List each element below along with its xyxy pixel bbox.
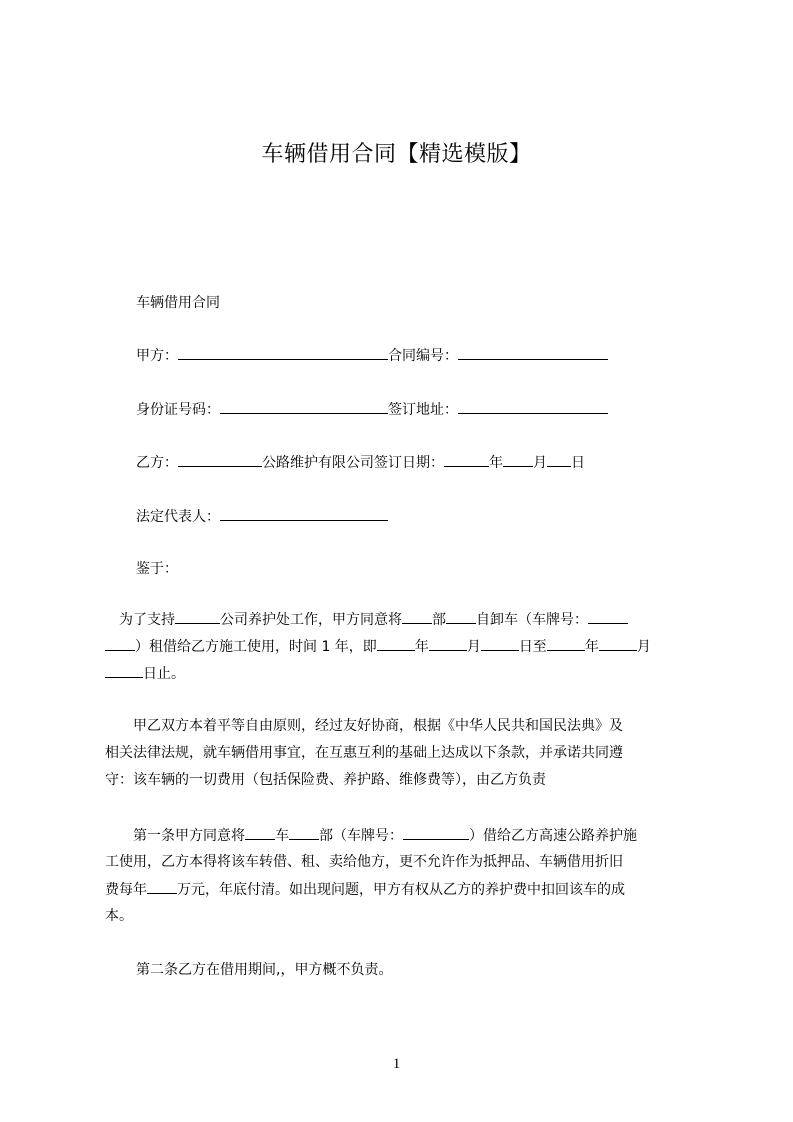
document-title: 车辆借用合同【精选模版】 [261, 142, 532, 167]
text: 日止。 [143, 666, 185, 682]
vehicle-count-blank[interactable] [289, 825, 319, 840]
legal-rep-blank[interactable] [220, 506, 388, 521]
year-label: 年 [489, 455, 503, 471]
party-b-label: 乙方： [136, 455, 178, 471]
text: ）租借给乙方施工使用，时间 1 年，即 [135, 639, 377, 655]
party-b-company: 公路维护有限公司签订日期： [262, 455, 444, 471]
text: 年 [584, 639, 599, 655]
whereas-label: 鉴于： [136, 561, 178, 577]
id-no-blank[interactable] [220, 399, 388, 414]
legal-rep-line [136, 506, 388, 527]
party-a-blank[interactable] [178, 345, 388, 360]
paragraph-lease [105, 609, 700, 690]
sign-year-blank[interactable] [444, 452, 489, 467]
party-b-line [136, 452, 585, 473]
party-a-label: 甲方： [136, 348, 178, 364]
para1-line3 [105, 663, 700, 690]
text: 费每年 [105, 882, 147, 898]
page-number: 1 [392, 1056, 401, 1072]
month-label: 月 [533, 455, 547, 471]
fee-blank[interactable] [147, 879, 177, 894]
article1-line3 [105, 879, 700, 906]
plate-blank[interactable] [588, 609, 628, 624]
sign-month-blank[interactable] [503, 452, 533, 467]
vehicle-blank[interactable] [245, 825, 275, 840]
start-year-blank[interactable] [377, 636, 415, 651]
text: 部（车牌号： [319, 828, 403, 844]
count-blank[interactable] [402, 609, 432, 624]
start-day-blank[interactable] [481, 636, 519, 651]
end-year-blank[interactable] [547, 636, 585, 651]
article1-line2: 工使用，乙方本得将该车转借、租、卖给他方，更不允许作为抵押品、车辆借用折旧 [105, 854, 623, 870]
article1-line4: 本。 [105, 908, 133, 924]
text: 公司养护处工作，甲方同意将 [220, 612, 402, 628]
text: 日至 [518, 639, 547, 655]
paragraph-preamble [105, 716, 700, 797]
id-no-label: 身份证号码： [136, 402, 220, 418]
para2-line3: 守：该车辆的一切费用（包括保险费、养护路、维修费等），由乙方负责 [105, 772, 546, 788]
text: 部 [432, 612, 446, 628]
text: 月 [466, 639, 481, 655]
text: 万元，年底付清。如出现问题，甲方有权从乙方的养护费中扣回该车的成 [177, 882, 625, 898]
text: 为了支持 [105, 612, 175, 628]
start-month-blank[interactable] [429, 636, 467, 651]
article1-line1 [105, 825, 700, 852]
article-two: 第二条乙方在借用期间,，甲方概不负责。 [136, 962, 393, 978]
text: 第一条甲方同意将 [105, 828, 245, 844]
text: 月 [636, 639, 651, 655]
party-b-blank[interactable] [178, 452, 262, 467]
para1-line1 [105, 609, 700, 636]
truck-blank[interactable] [446, 609, 476, 624]
plate-no-blank[interactable] [403, 825, 469, 840]
text: 自卸车（车牌号： [476, 612, 588, 628]
text: 车 [275, 828, 289, 844]
end-day-blank[interactable] [105, 663, 143, 678]
end-month-blank[interactable] [599, 636, 637, 651]
day-label: 日 [571, 455, 585, 471]
sign-address-blank[interactable] [458, 399, 608, 414]
para1-line2 [105, 636, 700, 663]
company-blank[interactable] [175, 609, 220, 624]
article-one [105, 825, 700, 933]
document-subtitle: 车辆借用合同 [136, 295, 220, 311]
contract-no-blank[interactable] [458, 345, 608, 360]
legal-rep-label: 法定代表人： [136, 509, 220, 525]
contract-no-label: 合同编号： [388, 348, 458, 364]
party-a-line [136, 345, 608, 366]
para2-line1: 甲乙双方本着平等自由原则，经过友好协商，根据《中华人民共和国民法典》及 [105, 718, 623, 734]
text: ）借给乙方高速公路养护施 [469, 828, 637, 844]
plate-blank-cont[interactable] [105, 636, 135, 651]
sign-day-blank[interactable] [547, 452, 571, 467]
id-line [136, 399, 608, 420]
text: 年 [414, 639, 429, 655]
para2-line2: 相关法律法规，就车辆借用事宜，在互惠互利的基础上达成以下条款，并承诺共同遵 [105, 745, 623, 761]
sign-address-label: 签订地址： [388, 402, 458, 418]
